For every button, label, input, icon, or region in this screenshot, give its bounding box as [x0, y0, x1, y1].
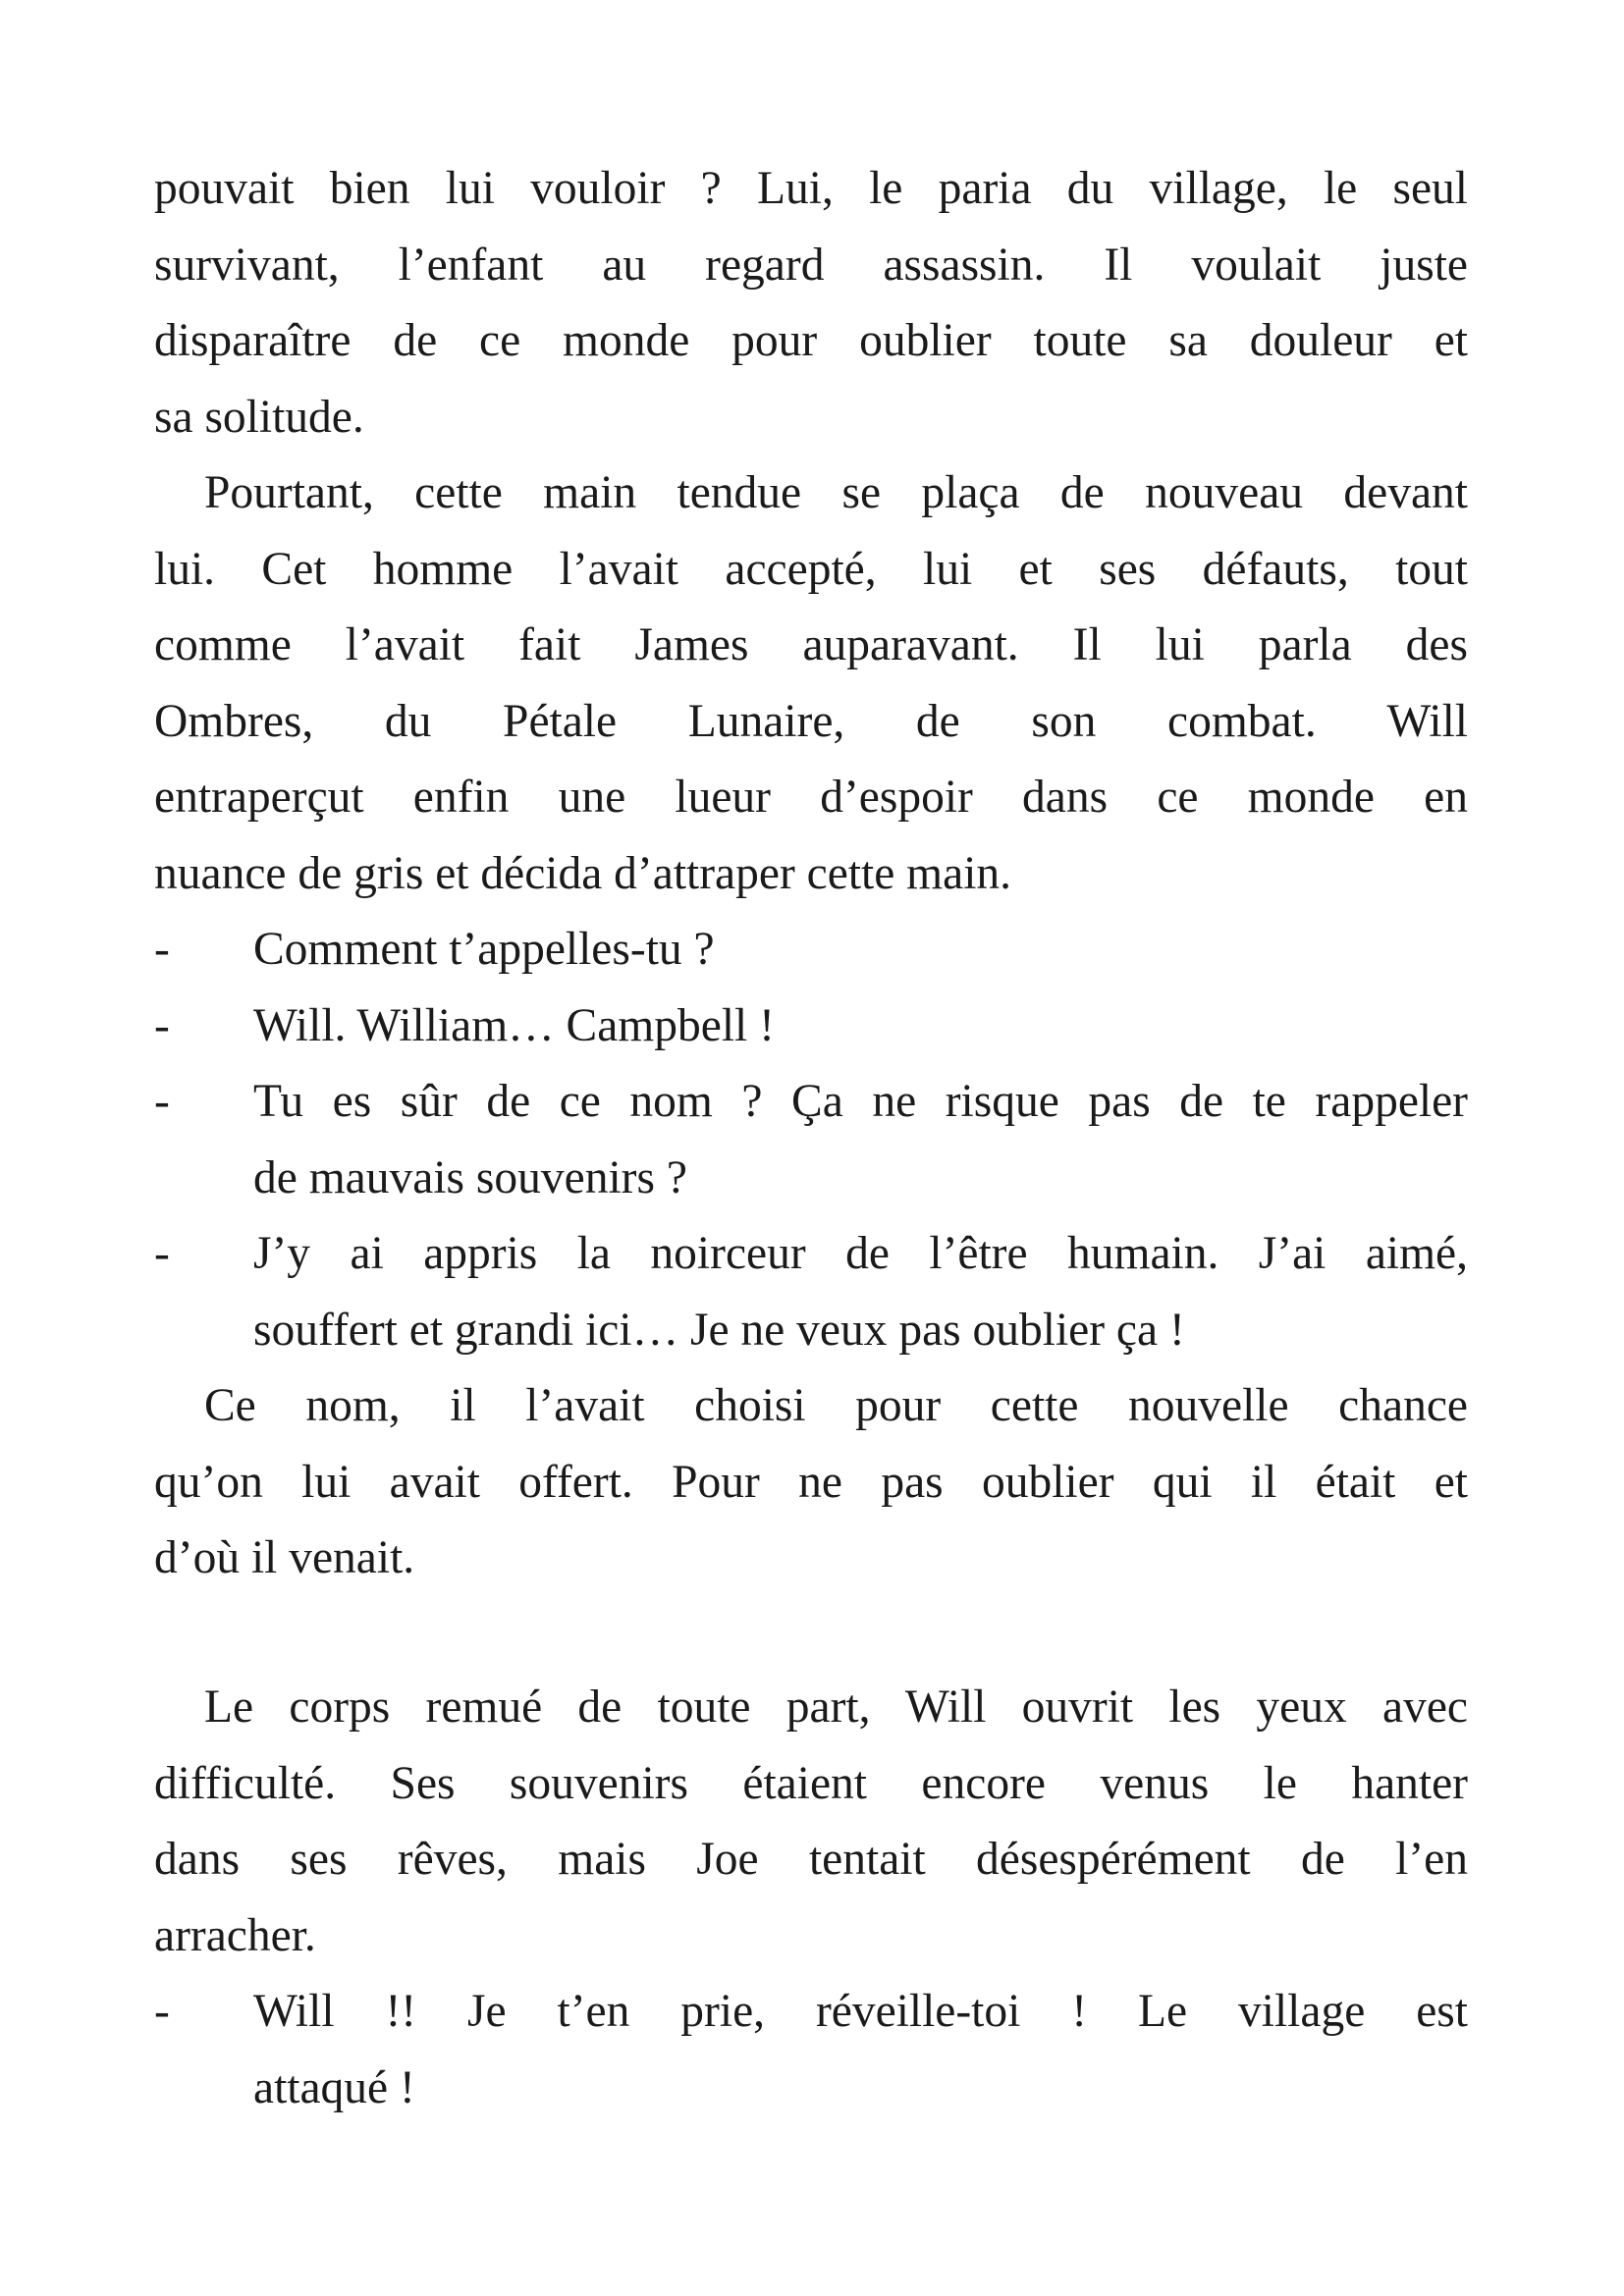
dialogue-dash: - [154, 1228, 170, 1279]
dialogue-text: Will !! Je t’en prie, réveille-toi ! Le village est [253, 1986, 1468, 2037]
dialogue-text: J’y ai appris la noirceur de l’être humain. J’ai aimé, [253, 1228, 1468, 1279]
text-line: difficulté. Ses souvenirs étaient encore venus le hanter [154, 1758, 1468, 1809]
dialogue-line [154, 1973, 1468, 2050]
dialogue-line [154, 911, 1468, 988]
text-line: pouvait bien lui vouloir ? Lui, le paria du village, le seul [154, 163, 1468, 214]
text-line: qu’on lui avait offert. Pour ne pas oublier qui il était et [154, 1457, 1468, 1508]
dialogue-dash: - [154, 1076, 170, 1127]
text-line: survivant, l’enfant au regard assassin. Il voulait juste [154, 240, 1468, 291]
text-line: Ombres, du Pétale Lunaire, de son combat. Will [154, 696, 1468, 747]
text-line: comme l’avait fait James auparavant. Il lui parla des [154, 619, 1468, 670]
text-line: lui. Cet homme l’avait accepté, lui et ses défauts, tout [154, 544, 1468, 595]
text-line: arracher. [154, 1910, 316, 1961]
text-line: d’où il venait. [154, 1532, 415, 1583]
text-line: disparaître de ce monde pour oublier toute sa douleur et [154, 315, 1468, 366]
dialogue-text: Will. William… Campbell ! [253, 1000, 775, 1051]
dialogue-dash: - [154, 1986, 170, 2037]
text-line: entraperçut enfin une lueur d’espoir dans ce monde en [154, 772, 1468, 823]
dialogue-line: de mauvais souvenirs ? [253, 1152, 687, 1203]
dialogue-text: Comment t’appelles-tu ? [253, 924, 715, 975]
dialogue-line [154, 1215, 1468, 1292]
dialogue-line [154, 988, 1468, 1064]
dialogue-line [154, 1063, 1468, 1140]
dialogue-text: Tu es sûr de ce nom ? Ça ne risque pas de te rappeler [253, 1076, 1468, 1127]
text-line: Le corps remué de toute part, Will ouvrit les yeux avec [204, 1682, 1468, 1733]
text-line: Pourtant, cette main tendue se plaça de nouveau devant [204, 467, 1468, 518]
text-line: sa solitude. [154, 392, 364, 443]
text-line: dans ses rêves, mais Joe tentait désespérément de l’en [154, 1834, 1468, 1885]
text-line: Ce nom, il l’avait choisi pour cette nouvelle chance [204, 1380, 1468, 1431]
dialogue-dash: - [154, 1000, 170, 1051]
text-line: nuance de gris et décida d’attraper cette main. [154, 848, 1012, 899]
dialogue-line: souffert et grandi ici… Je ne veux pas oublier ça ! [253, 1305, 1185, 1356]
dialogue-line: attaqué ! [253, 2062, 415, 2113]
dialogue-dash: - [154, 924, 170, 975]
